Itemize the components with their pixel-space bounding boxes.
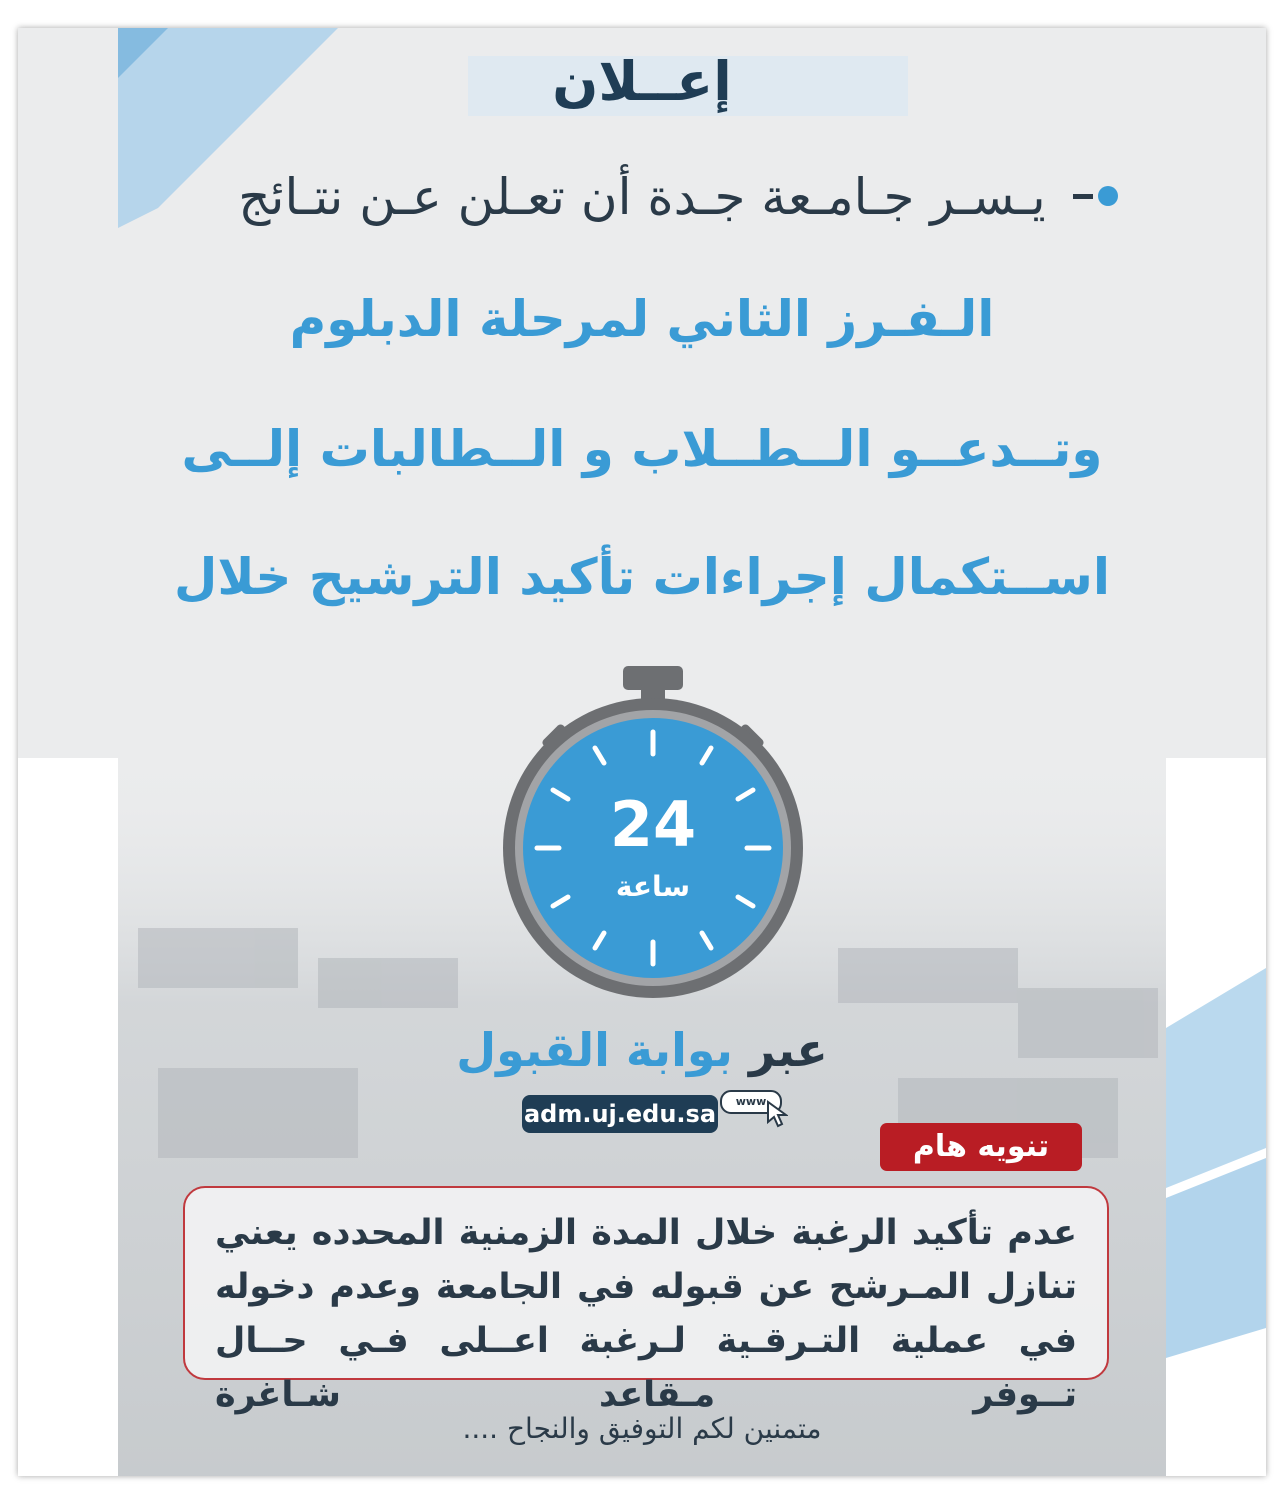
announcement-line-2: الـفـرز الثاني لمرحلة الدبلوم [289,290,995,348]
announcement-line-1: يـسـر جـامـعة جـدة أن تعـلن عـن نتـائج [238,168,1046,226]
footer-wishes: متمنين لكم التوفيق والنجاح .... [462,1412,822,1445]
announcement-title: إعــلان [552,50,732,113]
portal-name: بوابة القبول [456,1023,733,1077]
timer-value: 24 [609,788,697,861]
stopwatch-icon [498,660,808,1000]
portal-prefix: عبر [748,1023,828,1077]
www-icon: www [720,1090,782,1114]
announcement-card [18,28,1266,1476]
announcement-line-3: وتــدعــو الــطــلاب و الــطالبات إلــى [181,420,1103,478]
portal-caption [18,1023,1266,1077]
important-notice-badge: تنويه هام [880,1123,1082,1171]
cursor-icon [766,1100,788,1128]
notice-box [183,1186,1109,1415]
timer-unit: ساعة [615,870,691,903]
notice-text: عدم تأكيد الرغبة خلال المدة الزمنية المحدده يعني تنازل المـرشح عن قبوله في الجامعة وعدم دخوله في عملية التـرقـية لـرغبة اعــلى فـي حــال تــوفر مـقاعد شـاغرة [215,1213,1077,1415]
announcement-line-4: اســتكمال إجراءات تأكيد الترشيح خلال [174,548,1110,606]
portal-url-link[interactable]: adm.uj.edu.sa [522,1095,718,1133]
